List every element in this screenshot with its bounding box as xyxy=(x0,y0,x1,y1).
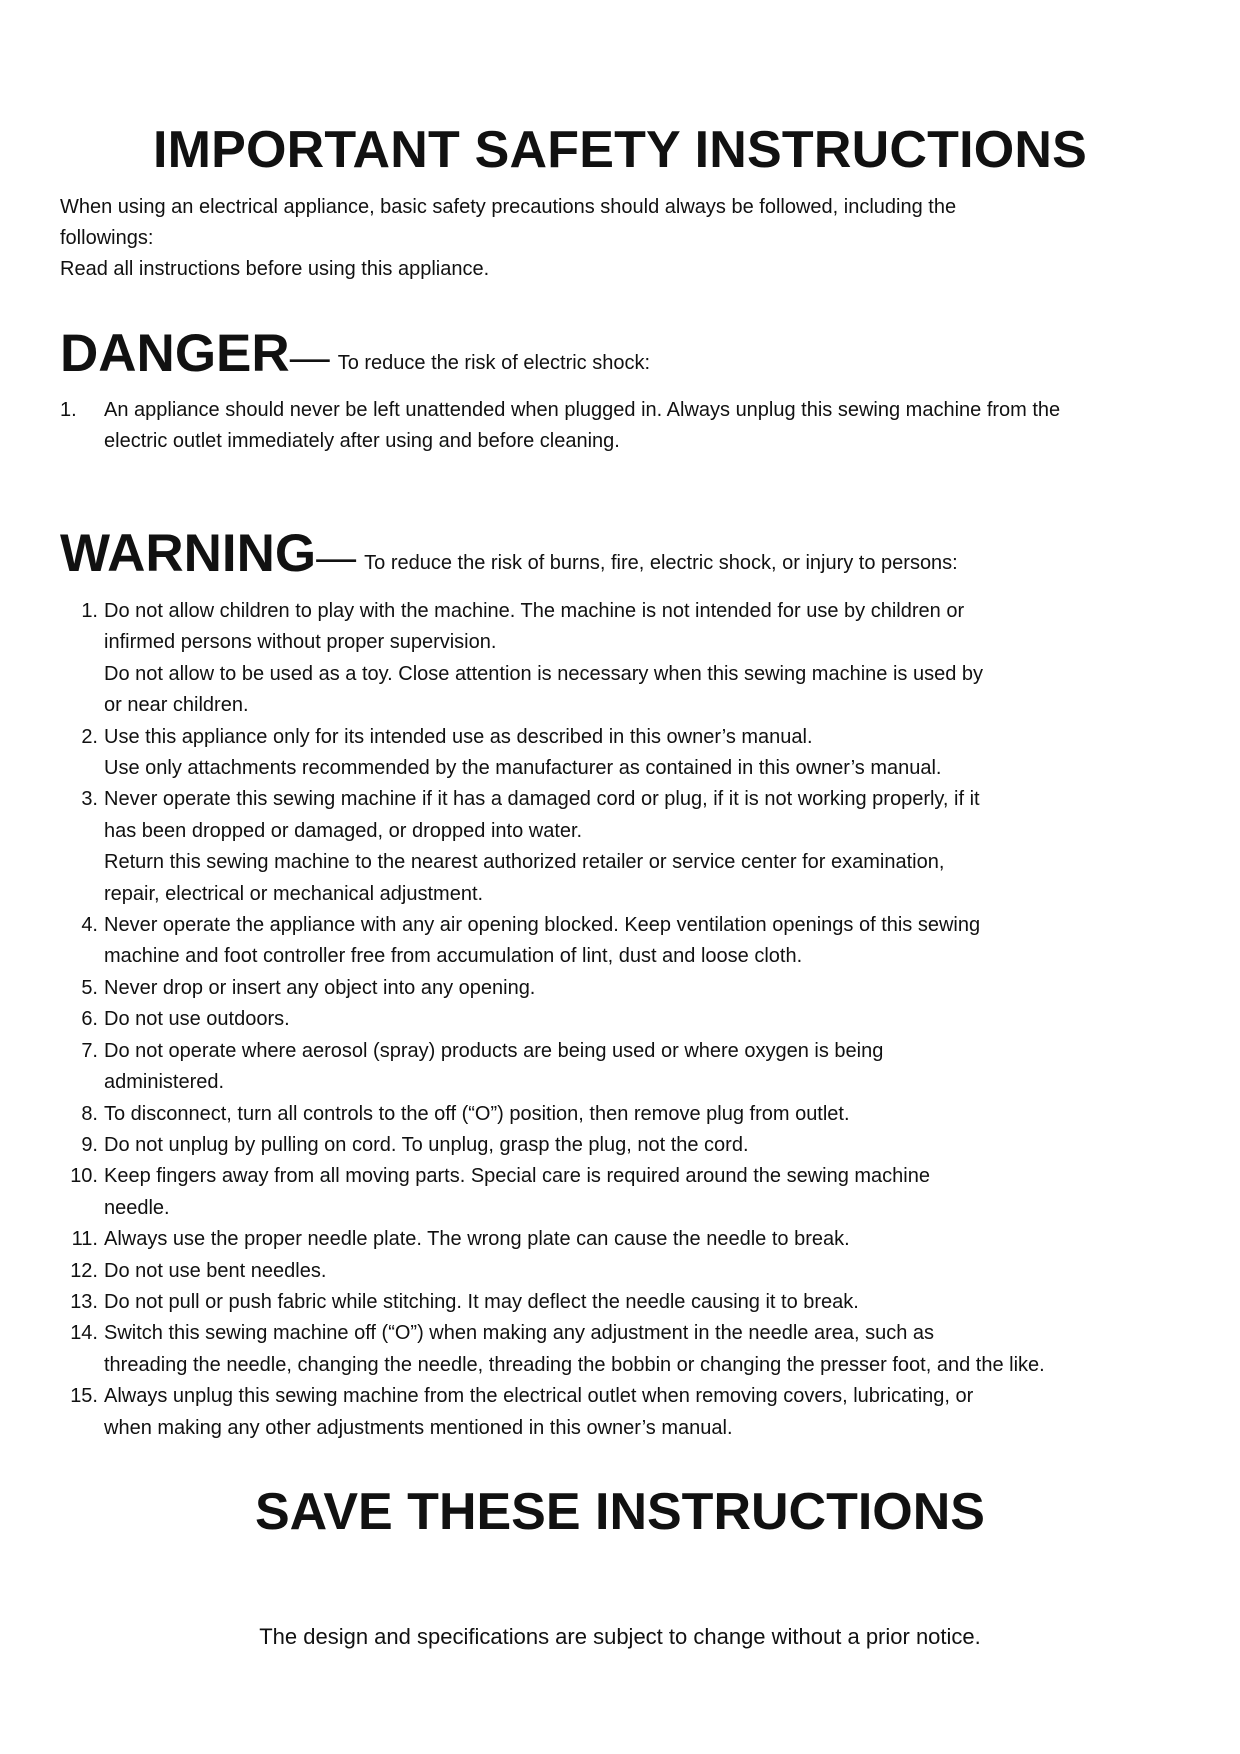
list-item-text: Always unplug this sewing machine from the electrical outlet when removing covers, lubricating, or xyxy=(104,1385,974,1408)
list-item xyxy=(60,1099,1170,1130)
danger-list xyxy=(60,395,1170,458)
list-item xyxy=(60,1224,1170,1255)
list-item xyxy=(60,1004,1170,1035)
list-item xyxy=(60,1161,1170,1224)
list-item-text: threading the needle, changing the needle, threading the bobbin or changing the presser foot, and the like. xyxy=(104,1353,1045,1376)
list-item-number: 1. xyxy=(81,600,98,622)
list-item-text: Do not allow children to play with the machine. The machine is not intended for use by children or xyxy=(104,600,965,622)
list-item-text: Do not use bent needles. xyxy=(104,1259,327,1282)
page-title: IMPORTANT SAFETY INSTRUCTIONS xyxy=(152,121,1088,179)
list-item-number: 7. xyxy=(81,1039,98,1062)
list-item-number: 1. xyxy=(60,399,77,421)
list-item-text: electric outlet immediately after using and before cleaning. xyxy=(104,430,620,453)
list-item xyxy=(60,1036,1170,1099)
danger-dash: — xyxy=(289,336,330,380)
list-item-number: 8. xyxy=(81,1102,98,1125)
list-item xyxy=(60,784,1170,910)
list-item xyxy=(60,395,1170,458)
list-item-text: when making any other adjustments mentioned in this owner’s manual. xyxy=(104,1416,733,1439)
list-item-text: infirmed persons without proper supervision. xyxy=(104,631,497,654)
danger-label: DANGER xyxy=(60,324,290,383)
list-item-text: Use this appliance only for its intended use as described in this owner’s manual. xyxy=(104,725,813,748)
list-item-text: Never operate the appliance with any air opening blocked. Keep ventilation openings of this sewing xyxy=(104,914,981,937)
list-item-text: or near children. xyxy=(104,694,249,717)
list-item-text: Do not operate where aerosol (spray) products are being used or where oxygen is being xyxy=(104,1039,884,1062)
list-item-text: Do not use outdoors. xyxy=(104,1008,290,1031)
intro-line: followings: xyxy=(60,227,154,249)
list-item-text: Never drop or insert any object into any opening. xyxy=(104,976,536,999)
list-item-number: 15. xyxy=(70,1385,98,1408)
list-item-number: 12. xyxy=(70,1259,98,1282)
list-item-number: 4. xyxy=(81,914,98,937)
list-item-text: Do not pull or push fabric while stitching. It may deflect the needle causing it to break. xyxy=(104,1290,859,1313)
danger-heading xyxy=(60,324,650,384)
list-item xyxy=(60,910,1170,973)
list-item-text: Return this sewing machine to the nearest authorized retailer or service center for examination, xyxy=(104,851,945,874)
list-item-text: An appliance should never be left unattended when plugged in. Always unplug this sewing machine from the xyxy=(104,399,1061,421)
intro-paragraph xyxy=(60,192,1160,285)
warning-dash: — xyxy=(316,536,357,580)
warning-subtitle: To reduce the risk of burns, fire, electric shock, or injury to persons: xyxy=(364,552,958,574)
list-item-number: 14. xyxy=(70,1322,98,1345)
list-item xyxy=(60,1256,1170,1287)
list-item-number: 13. xyxy=(70,1290,98,1313)
list-item xyxy=(60,1287,1170,1318)
list-item-number: 11. xyxy=(71,1228,98,1251)
warning-heading xyxy=(60,524,958,584)
list-item-text: Do not unplug by pulling on cord. To unplug, grasp the plug, not the cord. xyxy=(104,1133,749,1156)
intro-line: When using an electrical appliance, basic safety precautions should always be followed, including the xyxy=(60,196,957,218)
danger-subtitle: To reduce the risk of electric shock: xyxy=(337,352,651,374)
list-item xyxy=(60,596,1170,722)
list-item-number: 2. xyxy=(81,725,98,748)
list-item-text: has been dropped or damaged, or dropped into water. xyxy=(104,819,583,842)
warning-label: WARNING xyxy=(60,524,317,583)
list-item xyxy=(60,722,1170,785)
list-item-text: Always use the proper needle plate. The wrong plate can cause the needle to break. xyxy=(104,1228,850,1251)
list-item xyxy=(60,973,1170,1004)
list-item-text: machine and foot controller free from accumulation of lint, dust and loose cloth. xyxy=(104,945,803,968)
list-item-text: Switch this sewing machine off (“O”) when making any adjustment in the needle area, such as xyxy=(104,1322,935,1345)
list-item-number: 5. xyxy=(81,976,98,999)
list-item xyxy=(60,1318,1170,1381)
list-item xyxy=(60,1381,1170,1444)
list-item-text: To disconnect, turn all controls to the off (“O”) position, then remove plug from outlet. xyxy=(104,1102,850,1125)
list-item-text: repair, electrical or mechanical adjustment. xyxy=(104,882,484,905)
list-item xyxy=(60,1130,1170,1161)
intro-line: Read all instructions before using this appliance. xyxy=(60,258,490,280)
list-item-number: 3. xyxy=(81,788,98,811)
list-item-text: Never operate this sewing machine if it has a damaged cord or plug, if it is not working properly, if it xyxy=(104,788,980,811)
list-item-text: needle. xyxy=(104,1196,170,1219)
save-instructions-title: SAVE THESE INSTRUCTIONS xyxy=(254,1483,985,1541)
list-item-number: 10. xyxy=(70,1165,98,1188)
list-item-number: 6. xyxy=(81,1008,98,1031)
warning-list xyxy=(60,596,1170,1444)
list-item-text: Keep fingers away from all moving parts. Special care is required around the sewing machine xyxy=(104,1165,930,1188)
list-item-text: Use only attachments recommended by the manufacturer as contained in this owner’s manual. xyxy=(104,757,942,780)
list-item-text: administered. xyxy=(104,1071,225,1094)
list-item-number: 9. xyxy=(81,1133,98,1156)
list-item-text: Do not allow to be used as a toy. Close attention is necessary when this sewing machine is used by xyxy=(104,662,983,685)
footnote: The design and specifications are subject to change without a prior notice. xyxy=(259,1624,981,1649)
